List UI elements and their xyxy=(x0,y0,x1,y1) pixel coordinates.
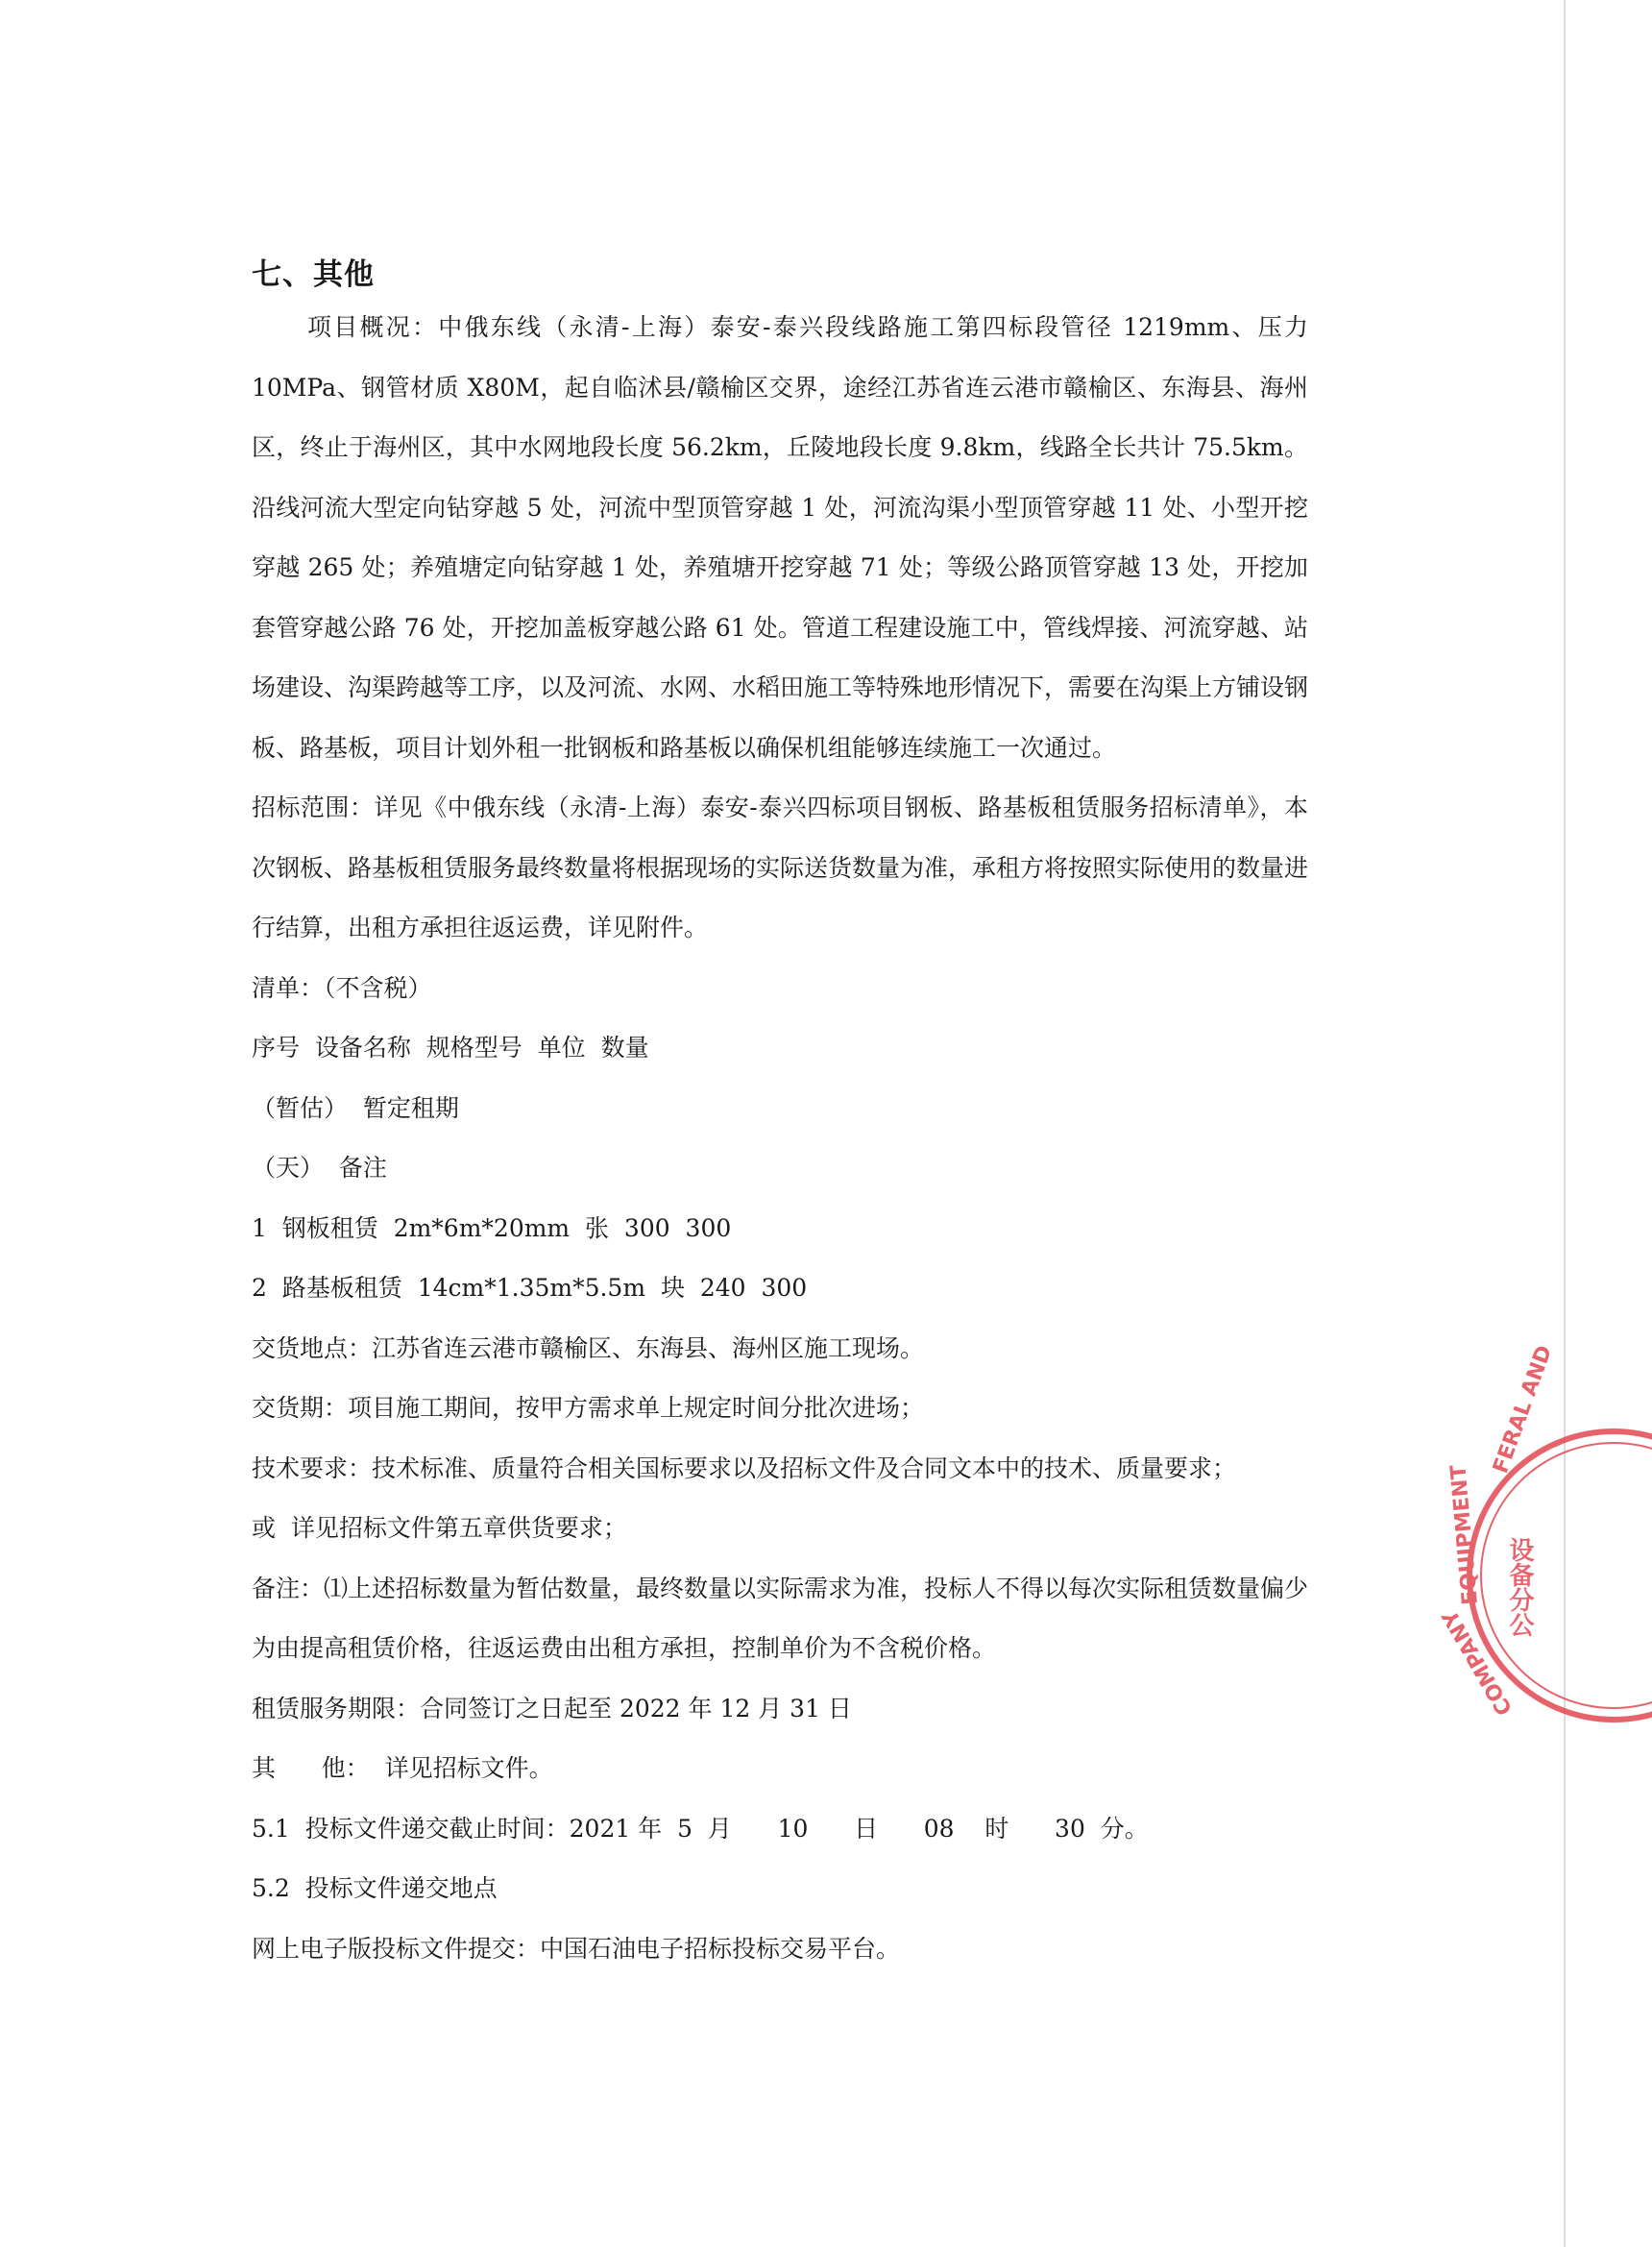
list-title: 清单：（不含税） xyxy=(252,973,432,1002)
document-body xyxy=(252,252,1308,1979)
scan-edge-line xyxy=(1564,0,1566,2247)
project-overview: 项目概况：中俄东线（永清-上海）泰安-泰兴段线路施工第四标段管径 1219mm、压力 10MPa、钢管材质 X80M，起自临沭县/赣榆区交界，途经江苏省连云港市赣榆区、东海县、海州区，终止于海州区，其中水网地段长度 56.2km，丘陵地段长度 9.8km，线路全长共计 75.5km。沿线河流大型定向钻穿越 5 处，河流中型顶管穿越 1 处，河流沟渠小型顶管穿越 11 处、小型开挖穿越 265 处；养殖塘定向钻穿越 1 处，养殖塘开挖穿越 71 处；等级公路顶管穿越 13 处，开挖加套管穿越公路 76 处，开挖加盖板穿越公路 61 处。管道工程建设施工中，管线焊接、河流穿越、站场建设、沟渠跨越等工序，以及河流、水网、水稻田施工等特殊地形情况下，需要在沟渠上方铺设钢板、路基板，项目计划外租一批钢板和路基板以确保机组能够连续施工一次通过。 xyxy=(252,313,1309,762)
svg-text:COMPANY: COMPANY xyxy=(1438,1605,1518,1720)
table-row: 1 钢板租赁 2m*6m*20mm 张 300 300 xyxy=(252,1213,732,1242)
lease-term: 租赁服务期限：合同签订之日起至 2022 年 12 月 31 日 xyxy=(252,1694,852,1722)
delivery-period: 交货期：项目施工期间，按甲方需求单上规定时间分批次进场； xyxy=(252,1394,925,1422)
company-seal-stamp xyxy=(1438,1342,1652,1729)
technical-requirements-2: 或 详见招标文件第五章供货要求； xyxy=(252,1514,627,1542)
svg-text:设备分公: 设备分公 xyxy=(1505,1537,1534,1637)
delivery-place: 交货地点：江苏省连云港市赣榆区、东海县、海州区施工现场。 xyxy=(252,1333,925,1362)
table-row: 2 路基板租赁 14cm*1.35m*5.5m 块 240 300 xyxy=(252,1274,808,1302)
online-submission: 网上电子版投标文件提交：中国石油电子招标投标交易平台。 xyxy=(252,1934,901,1963)
table-header-estimate: （暂估） 暂定租期 xyxy=(252,1093,459,1122)
other-info: 其 他： 详见招标文件。 xyxy=(252,1754,553,1782)
technical-requirements: 技术要求：技术标准、质量符合相关国标要求以及招标文件及合同文本中的技术、质量要求； xyxy=(252,1453,1237,1482)
table-header-days: （天） 备注 xyxy=(252,1154,387,1182)
submission-place-title: 5.2 投标文件递交地点 xyxy=(252,1874,498,1902)
section-title: 七、其他 xyxy=(252,257,375,292)
svg-text:FERAL AND: FERAL AND xyxy=(1489,1342,1558,1478)
table-header: 序号 设备名称 规格型号 单位 数量 xyxy=(252,1034,649,1062)
remarks: 备注：⑴上述招标数量为暂估数量，最终数量以实际需求为准，投标人不得以每次实际租赁数量偏少为由提高租赁价格，往返运费由出租方承担，控制单价为不含税价格。 xyxy=(252,1574,1309,1662)
submission-deadline: 5.1 投标文件递交截止时间：2021 年 5 月 10 日 08 时 30 分。 xyxy=(252,1814,1149,1843)
tender-scope: 招标范围：详见《中俄东线（永清-上海）泰安-泰兴四标项目钢板、路基板租赁服务招标清单》，本次钢板、路基板租赁服务最终数量将根据现场的实际送货数量为准，承租方将按照实际使用的数量进行结算，出租方承担往返运费，详见附件。 xyxy=(252,794,1309,941)
svg-text:EQUIPMENT: EQUIPMENT xyxy=(1446,1463,1483,1606)
